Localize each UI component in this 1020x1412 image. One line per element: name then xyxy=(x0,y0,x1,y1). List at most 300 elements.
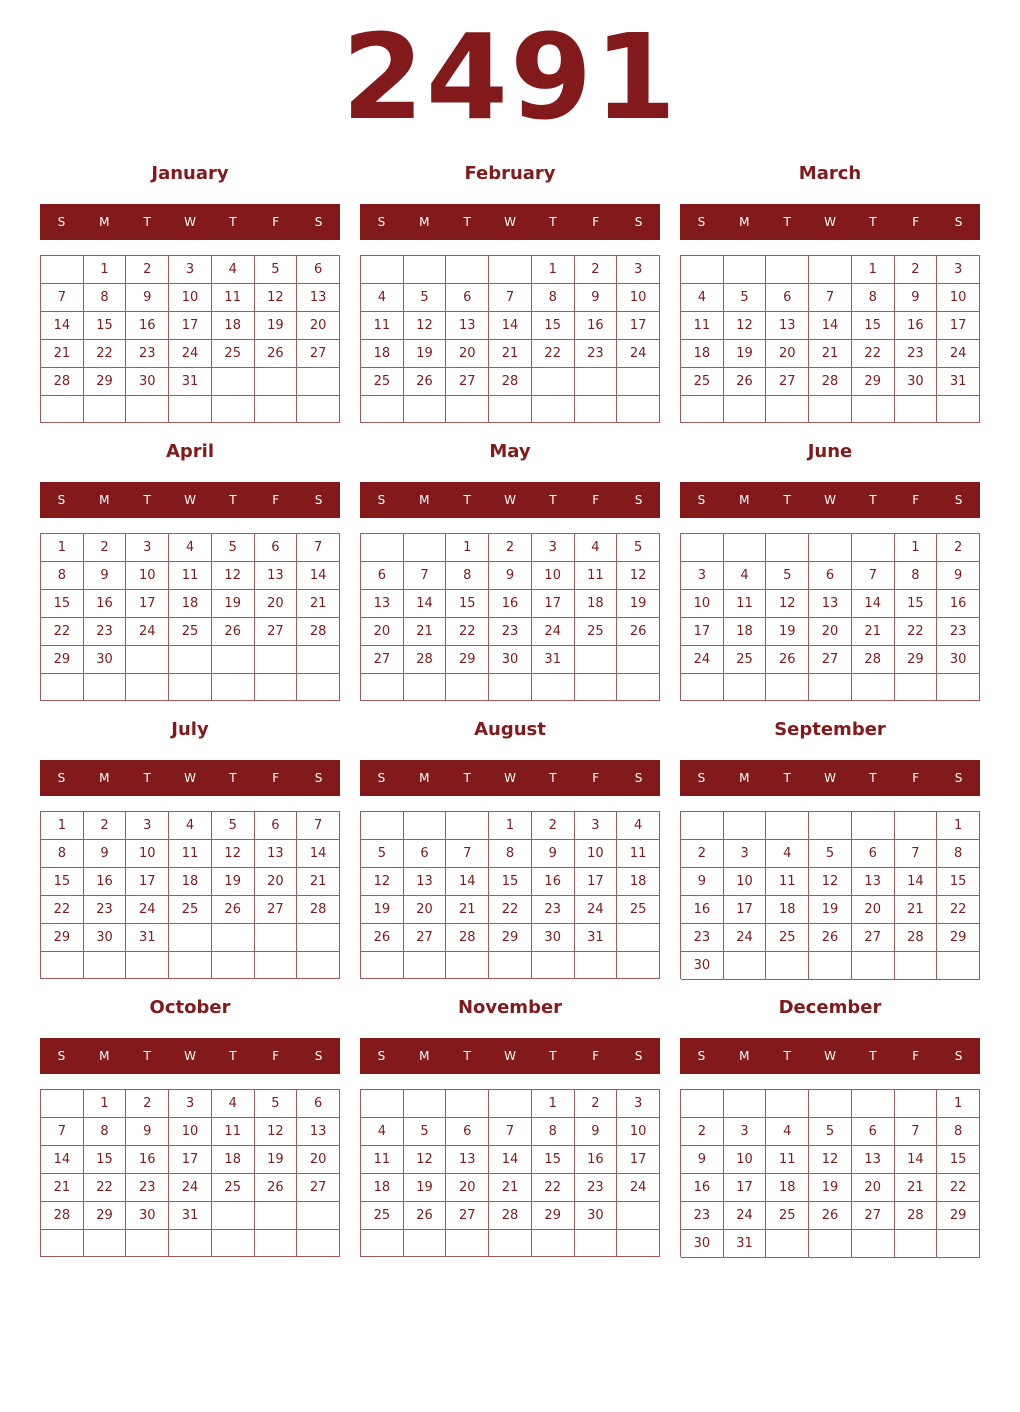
day-cell: 25 xyxy=(212,1174,255,1202)
empty-cell xyxy=(361,674,404,701)
day-cell: 20 xyxy=(361,618,404,646)
day-cell: 15 xyxy=(41,868,84,896)
day-cell: 19 xyxy=(404,340,447,368)
empty-cell xyxy=(895,674,938,701)
empty-cell xyxy=(297,952,340,979)
weekday-label: M xyxy=(99,215,110,229)
day-cell: 27 xyxy=(446,368,489,396)
weekday-label: M xyxy=(739,215,750,229)
day-cell: 12 xyxy=(766,590,809,618)
empty-cell xyxy=(41,952,84,979)
empty-cell xyxy=(575,396,618,423)
day-cell: 20 xyxy=(446,1174,489,1202)
empty-cell xyxy=(852,674,895,701)
weekday-header xyxy=(40,760,340,796)
day-cell: 26 xyxy=(361,924,404,952)
year-title: 2491 xyxy=(341,8,679,146)
day-cell: 8 xyxy=(532,1118,575,1146)
day-cell: 9 xyxy=(84,562,127,590)
day-cell: 8 xyxy=(446,562,489,590)
empty-cell xyxy=(255,368,298,396)
day-cell: 19 xyxy=(212,590,255,618)
empty-cell xyxy=(212,674,255,701)
day-cell: 19 xyxy=(809,896,852,924)
weekday-label: W xyxy=(504,1049,516,1063)
weekday-label: S xyxy=(634,493,643,507)
month-august xyxy=(360,718,660,988)
weekday-label: T xyxy=(229,215,237,229)
day-cell: 24 xyxy=(169,1174,212,1202)
day-cell: 22 xyxy=(446,618,489,646)
day-cell: 21 xyxy=(489,340,532,368)
month-name: March xyxy=(798,163,862,184)
day-cell: 10 xyxy=(617,1118,660,1146)
empty-cell xyxy=(809,534,852,562)
day-cell: 10 xyxy=(937,284,980,312)
empty-cell xyxy=(297,674,340,701)
day-grid xyxy=(40,1089,340,1257)
day-cell: 30 xyxy=(84,924,127,952)
day-cell: 6 xyxy=(809,562,852,590)
day-cell: 16 xyxy=(681,1174,724,1202)
weekday-label: F xyxy=(272,493,280,507)
day-cell: 8 xyxy=(852,284,895,312)
day-cell: 13 xyxy=(852,868,895,896)
day-cell: 16 xyxy=(126,312,169,340)
day-cell: 19 xyxy=(361,896,404,924)
day-cell: 30 xyxy=(681,952,724,980)
weekday-label: W xyxy=(184,493,196,507)
empty-cell xyxy=(126,396,169,423)
day-cell: 26 xyxy=(404,368,447,396)
day-cell: 6 xyxy=(446,284,489,312)
empty-cell xyxy=(41,256,84,284)
weekday-label: T xyxy=(229,1049,237,1063)
weekday-label: S xyxy=(377,1049,386,1063)
weekday-label: M xyxy=(739,771,750,785)
empty-cell xyxy=(255,674,298,701)
day-cell: 28 xyxy=(489,1202,532,1230)
weekday-label: S xyxy=(697,771,706,785)
day-cell: 10 xyxy=(724,1146,767,1174)
day-cell: 22 xyxy=(852,340,895,368)
day-cell: 13 xyxy=(446,1146,489,1174)
empty-cell xyxy=(404,256,447,284)
day-cell: 1 xyxy=(937,1090,980,1118)
empty-cell xyxy=(852,812,895,840)
empty-cell xyxy=(937,1230,980,1258)
empty-cell xyxy=(681,534,724,562)
day-cell: 15 xyxy=(84,1146,127,1174)
day-cell: 23 xyxy=(84,618,127,646)
day-cell: 7 xyxy=(489,284,532,312)
weekday-label: S xyxy=(314,493,323,507)
day-cell: 10 xyxy=(169,1118,212,1146)
month-september xyxy=(680,718,980,988)
day-cell: 30 xyxy=(532,924,575,952)
empty-cell xyxy=(361,396,404,423)
empty-cell xyxy=(255,1230,298,1257)
day-cell: 21 xyxy=(446,896,489,924)
empty-cell xyxy=(724,812,767,840)
empty-cell xyxy=(489,674,532,701)
day-cell: 25 xyxy=(169,896,212,924)
day-cell: 20 xyxy=(297,312,340,340)
weekday-label: W xyxy=(504,493,516,507)
weekday-label: S xyxy=(377,215,386,229)
weekday-label: T xyxy=(549,493,557,507)
empty-cell xyxy=(361,952,404,979)
day-cell: 17 xyxy=(681,618,724,646)
day-cell: 7 xyxy=(41,1118,84,1146)
day-cell: 12 xyxy=(809,1146,852,1174)
day-cell: 4 xyxy=(212,256,255,284)
weekday-label: T xyxy=(783,215,791,229)
empty-cell xyxy=(446,812,489,840)
day-cell: 18 xyxy=(169,590,212,618)
weekday-label: S xyxy=(954,771,963,785)
day-cell: 2 xyxy=(681,840,724,868)
day-cell: 24 xyxy=(617,340,660,368)
empty-cell xyxy=(297,646,340,674)
weekday-label: S xyxy=(954,215,963,229)
month-name: December xyxy=(778,997,882,1018)
day-cell: 2 xyxy=(575,1090,618,1118)
day-cell: 6 xyxy=(255,534,298,562)
empty-cell xyxy=(212,396,255,423)
day-cell: 5 xyxy=(212,534,255,562)
day-cell: 18 xyxy=(212,312,255,340)
day-cell: 7 xyxy=(297,534,340,562)
empty-cell xyxy=(617,646,660,674)
day-cell: 31 xyxy=(937,368,980,396)
day-cell: 21 xyxy=(852,618,895,646)
weekday-label: F xyxy=(592,215,600,229)
empty-cell xyxy=(809,674,852,701)
day-cell: 26 xyxy=(766,646,809,674)
day-cell: 12 xyxy=(617,562,660,590)
day-cell: 30 xyxy=(126,1202,169,1230)
empty-cell xyxy=(255,952,298,979)
day-cell: 19 xyxy=(255,312,298,340)
empty-cell xyxy=(766,256,809,284)
weekday-label: S xyxy=(57,493,66,507)
day-cell: 18 xyxy=(766,896,809,924)
month-name: July xyxy=(171,719,209,740)
day-cell: 11 xyxy=(212,1118,255,1146)
day-cell: 8 xyxy=(489,840,532,868)
empty-cell xyxy=(446,396,489,423)
day-cell: 13 xyxy=(297,1118,340,1146)
day-cell: 9 xyxy=(895,284,938,312)
empty-cell xyxy=(126,1230,169,1257)
day-cell: 14 xyxy=(297,840,340,868)
day-cell: 20 xyxy=(852,896,895,924)
empty-cell xyxy=(169,952,212,979)
day-cell: 4 xyxy=(212,1090,255,1118)
month-name: February xyxy=(464,163,556,184)
day-cell: 19 xyxy=(617,590,660,618)
empty-cell xyxy=(169,1230,212,1257)
day-cell: 31 xyxy=(532,646,575,674)
day-cell: 6 xyxy=(297,256,340,284)
day-cell: 26 xyxy=(255,340,298,368)
weekday-label: S xyxy=(954,493,963,507)
day-cell: 30 xyxy=(575,1202,618,1230)
day-cell: 11 xyxy=(212,284,255,312)
weekday-label: M xyxy=(99,1049,110,1063)
weekday-header xyxy=(360,482,660,518)
day-cell: 5 xyxy=(766,562,809,590)
day-cell: 9 xyxy=(489,562,532,590)
day-cell: 16 xyxy=(575,1146,618,1174)
day-cell: 15 xyxy=(895,590,938,618)
weekday-label: T xyxy=(549,1049,557,1063)
day-cell: 5 xyxy=(809,1118,852,1146)
empty-cell xyxy=(212,924,255,952)
empty-cell xyxy=(212,1202,255,1230)
weekday-label: T xyxy=(549,215,557,229)
day-cell: 4 xyxy=(169,534,212,562)
empty-cell xyxy=(895,396,938,423)
empty-cell xyxy=(575,368,618,396)
day-cell: 15 xyxy=(532,312,575,340)
day-cell: 13 xyxy=(361,590,404,618)
day-cell: 1 xyxy=(489,812,532,840)
day-cell: 26 xyxy=(617,618,660,646)
day-cell: 19 xyxy=(766,618,809,646)
weekday-label: T xyxy=(783,493,791,507)
day-cell: 16 xyxy=(532,868,575,896)
day-cell: 18 xyxy=(766,1174,809,1202)
weekday-label: T xyxy=(143,493,151,507)
weekday-label: W xyxy=(184,771,196,785)
month-april xyxy=(40,440,340,710)
day-cell: 13 xyxy=(404,868,447,896)
day-cell: 4 xyxy=(617,812,660,840)
day-cell: 2 xyxy=(126,1090,169,1118)
day-cell: 30 xyxy=(84,646,127,674)
day-cell: 26 xyxy=(809,924,852,952)
day-cell: 5 xyxy=(617,534,660,562)
day-cell: 12 xyxy=(212,562,255,590)
empty-cell xyxy=(617,368,660,396)
weekday-label: W xyxy=(824,493,836,507)
day-cell: 11 xyxy=(575,562,618,590)
day-cell: 4 xyxy=(766,1118,809,1146)
empty-cell xyxy=(41,674,84,701)
weekday-label: T xyxy=(229,493,237,507)
day-cell: 29 xyxy=(41,924,84,952)
day-cell: 2 xyxy=(895,256,938,284)
day-cell: 26 xyxy=(212,618,255,646)
day-cell: 10 xyxy=(617,284,660,312)
day-cell: 31 xyxy=(575,924,618,952)
day-cell: 21 xyxy=(404,618,447,646)
day-cell: 22 xyxy=(532,1174,575,1202)
day-cell: 27 xyxy=(297,340,340,368)
empty-cell xyxy=(809,812,852,840)
day-cell: 14 xyxy=(489,1146,532,1174)
day-cell: 22 xyxy=(41,618,84,646)
weekday-label: M xyxy=(99,493,110,507)
empty-cell xyxy=(681,674,724,701)
weekday-label: M xyxy=(419,771,430,785)
day-grid xyxy=(680,1089,980,1257)
weekday-label: S xyxy=(697,215,706,229)
empty-cell xyxy=(169,396,212,423)
empty-cell xyxy=(404,812,447,840)
day-cell: 9 xyxy=(681,1146,724,1174)
day-cell: 3 xyxy=(617,1090,660,1118)
day-cell: 7 xyxy=(404,562,447,590)
day-cell: 5 xyxy=(809,840,852,868)
day-cell: 7 xyxy=(446,840,489,868)
day-cell: 21 xyxy=(41,340,84,368)
day-cell: 17 xyxy=(575,868,618,896)
day-cell: 20 xyxy=(852,1174,895,1202)
day-cell: 7 xyxy=(809,284,852,312)
day-cell: 3 xyxy=(681,562,724,590)
weekday-label: S xyxy=(377,771,386,785)
weekday-label: S xyxy=(634,1049,643,1063)
day-cell: 28 xyxy=(446,924,489,952)
day-cell: 17 xyxy=(937,312,980,340)
empty-cell xyxy=(766,1230,809,1258)
weekday-label: W xyxy=(184,215,196,229)
day-cell: 28 xyxy=(895,924,938,952)
day-cell: 1 xyxy=(852,256,895,284)
empty-cell xyxy=(724,534,767,562)
day-cell: 16 xyxy=(681,896,724,924)
day-cell: 19 xyxy=(809,1174,852,1202)
day-cell: 20 xyxy=(446,340,489,368)
empty-cell xyxy=(575,646,618,674)
weekday-label: F xyxy=(592,771,600,785)
weekday-label: T xyxy=(463,493,471,507)
day-cell: 17 xyxy=(532,590,575,618)
day-cell: 9 xyxy=(532,840,575,868)
empty-cell xyxy=(446,1090,489,1118)
day-cell: 15 xyxy=(937,868,980,896)
empty-cell xyxy=(895,1090,938,1118)
day-cell: 6 xyxy=(446,1118,489,1146)
empty-cell xyxy=(617,952,660,979)
day-cell: 5 xyxy=(404,284,447,312)
day-cell: 3 xyxy=(937,256,980,284)
empty-cell xyxy=(575,1230,618,1257)
weekday-label: T xyxy=(869,215,877,229)
empty-cell xyxy=(489,256,532,284)
day-cell: 13 xyxy=(446,312,489,340)
weekday-label: S xyxy=(954,1049,963,1063)
day-cell: 18 xyxy=(212,1146,255,1174)
empty-cell xyxy=(169,646,212,674)
day-cell: 14 xyxy=(852,590,895,618)
day-cell: 3 xyxy=(126,534,169,562)
day-cell: 29 xyxy=(895,646,938,674)
weekday-label: T xyxy=(549,771,557,785)
day-cell: 28 xyxy=(489,368,532,396)
day-cell: 27 xyxy=(361,646,404,674)
day-cell: 30 xyxy=(895,368,938,396)
empty-cell xyxy=(361,256,404,284)
empty-cell xyxy=(212,1230,255,1257)
day-cell: 13 xyxy=(766,312,809,340)
day-cell: 17 xyxy=(617,1146,660,1174)
day-cell: 14 xyxy=(297,562,340,590)
day-cell: 12 xyxy=(361,868,404,896)
empty-cell xyxy=(681,256,724,284)
day-cell: 16 xyxy=(126,1146,169,1174)
day-cell: 14 xyxy=(404,590,447,618)
empty-cell xyxy=(724,396,767,423)
empty-cell xyxy=(617,674,660,701)
day-cell: 4 xyxy=(575,534,618,562)
day-cell: 24 xyxy=(169,340,212,368)
day-cell: 24 xyxy=(126,618,169,646)
day-cell: 15 xyxy=(84,312,127,340)
empty-cell xyxy=(212,646,255,674)
day-cell: 14 xyxy=(895,868,938,896)
weekday-label: F xyxy=(912,215,920,229)
empty-cell xyxy=(446,952,489,979)
day-cell: 3 xyxy=(724,1118,767,1146)
day-cell: 27 xyxy=(255,896,298,924)
day-cell: 28 xyxy=(41,1202,84,1230)
weekday-label: M xyxy=(419,215,430,229)
day-cell: 17 xyxy=(724,1174,767,1202)
day-cell: 25 xyxy=(724,646,767,674)
day-cell: 23 xyxy=(681,1202,724,1230)
weekday-label: W xyxy=(504,215,516,229)
day-cell: 29 xyxy=(937,924,980,952)
day-cell: 10 xyxy=(532,562,575,590)
empty-cell xyxy=(681,812,724,840)
day-cell: 17 xyxy=(126,868,169,896)
day-cell: 9 xyxy=(575,1118,618,1146)
day-cell: 13 xyxy=(255,840,298,868)
day-grid xyxy=(360,533,660,701)
weekday-label: T xyxy=(143,1049,151,1063)
empty-cell xyxy=(766,952,809,980)
weekday-label: T xyxy=(463,771,471,785)
empty-cell xyxy=(297,924,340,952)
day-cell: 27 xyxy=(809,646,852,674)
day-cell: 6 xyxy=(852,840,895,868)
empty-cell xyxy=(809,1230,852,1258)
weekday-header xyxy=(680,1038,980,1074)
day-cell: 23 xyxy=(532,896,575,924)
day-cell: 16 xyxy=(489,590,532,618)
month-july xyxy=(40,718,340,988)
day-cell: 31 xyxy=(169,368,212,396)
day-cell: 25 xyxy=(617,896,660,924)
day-cell: 23 xyxy=(126,1174,169,1202)
weekday-label: T xyxy=(869,771,877,785)
empty-cell xyxy=(724,256,767,284)
day-cell: 24 xyxy=(126,896,169,924)
day-cell: 21 xyxy=(895,896,938,924)
day-cell: 25 xyxy=(766,924,809,952)
day-grid xyxy=(40,533,340,701)
day-cell: 23 xyxy=(681,924,724,952)
day-cell: 12 xyxy=(255,1118,298,1146)
day-cell: 25 xyxy=(361,368,404,396)
weekday-label: M xyxy=(419,1049,430,1063)
empty-cell xyxy=(766,396,809,423)
empty-cell xyxy=(766,674,809,701)
